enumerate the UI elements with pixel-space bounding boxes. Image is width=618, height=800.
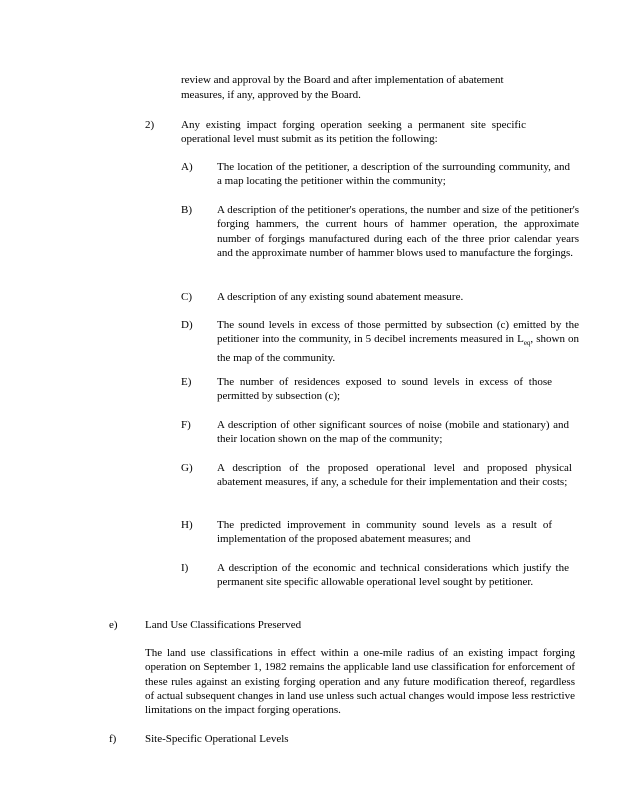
subitem-d-text-after: , shown on the map of the community. bbox=[217, 333, 579, 364]
section-f-label: f) bbox=[109, 733, 117, 745]
section-e-heading: Land Use Classifications Preserved bbox=[145, 619, 302, 631]
intro-line-1: review and approval by the Board and after implementation of abatement bbox=[181, 74, 504, 86]
subitem-i-text: A description of the economic and technical considerations which justify the permanent site specific allowable operational level sought by petitioner. bbox=[217, 562, 569, 589]
subitem-e-label: E) bbox=[181, 376, 192, 388]
subitem-b-text: A description of the petitioner's operations, the number and size of the petitioner's forging hammers, the current hours of hammer operation, the approximate number of forgings manufactured during each of the three prior calendar years and the approximate number of hammer blows used to manufacture the forgings. bbox=[217, 204, 579, 259]
subitem-c-text: A description of any existing sound abatement measure. bbox=[217, 291, 464, 303]
subitem-f-text: A description of other significant sources of noise (mobile and stationary) and their location shown on the map of the community; bbox=[217, 419, 569, 446]
item-2-number: 2) bbox=[145, 119, 155, 131]
section-e-body: The land use classifications in effect within a one-mile radius of an existing impact forging operation on September 1, 1982 remains the applicable land use classification for enforcement of these rules against an existing forging operation and any future modification thereof, regardless of actual subsequent changes in land use unless such actual changes would impose less restrictive limitations on the impact forging operations. bbox=[145, 647, 575, 717]
subitem-d-label: D) bbox=[181, 319, 193, 331]
intro-line-2: measures, if any, approved by the Board. bbox=[181, 89, 361, 101]
subitem-f-label: F) bbox=[181, 419, 191, 431]
subitem-i-label: I) bbox=[181, 562, 189, 574]
leq-subscript: eq bbox=[523, 339, 531, 348]
subitem-g-text: A description of the proposed operational level and proposed physical abatement measures, if any, a schedule for their implementation and their costs; bbox=[217, 462, 572, 489]
subitem-e-text: The number of residences exposed to sound levels in excess of those permitted by subsection (c); bbox=[217, 376, 552, 403]
subitem-a-text: The location of the petitioner, a description of the surrounding community, and a map locating the petitioner within the community; bbox=[217, 161, 570, 188]
subitem-b-label: B) bbox=[181, 204, 192, 216]
subitem-d-text-before: The sound levels in excess of those permitted by subsection (c) emitted by the petitioner into the community, in 5 decibel increments measured in L bbox=[217, 319, 579, 346]
subitem-g-label: G) bbox=[181, 462, 193, 474]
subitem-h-text: The predicted improvement in community sound levels as a result of implementation of the proposed abatement measures; and bbox=[217, 519, 552, 546]
subitem-c-label: C) bbox=[181, 291, 192, 303]
section-e-label: e) bbox=[109, 619, 118, 631]
subitem-h-label: H) bbox=[181, 519, 193, 531]
section-f-heading: Site-Specific Operational Levels bbox=[145, 733, 289, 745]
subitem-d-text bbox=[217, 318, 579, 365]
subitem-a-label: A) bbox=[181, 161, 193, 173]
item-2-text: Any existing impact forging operation seeking a permanent site specific operational level must submit as its petition the following: bbox=[181, 119, 526, 146]
